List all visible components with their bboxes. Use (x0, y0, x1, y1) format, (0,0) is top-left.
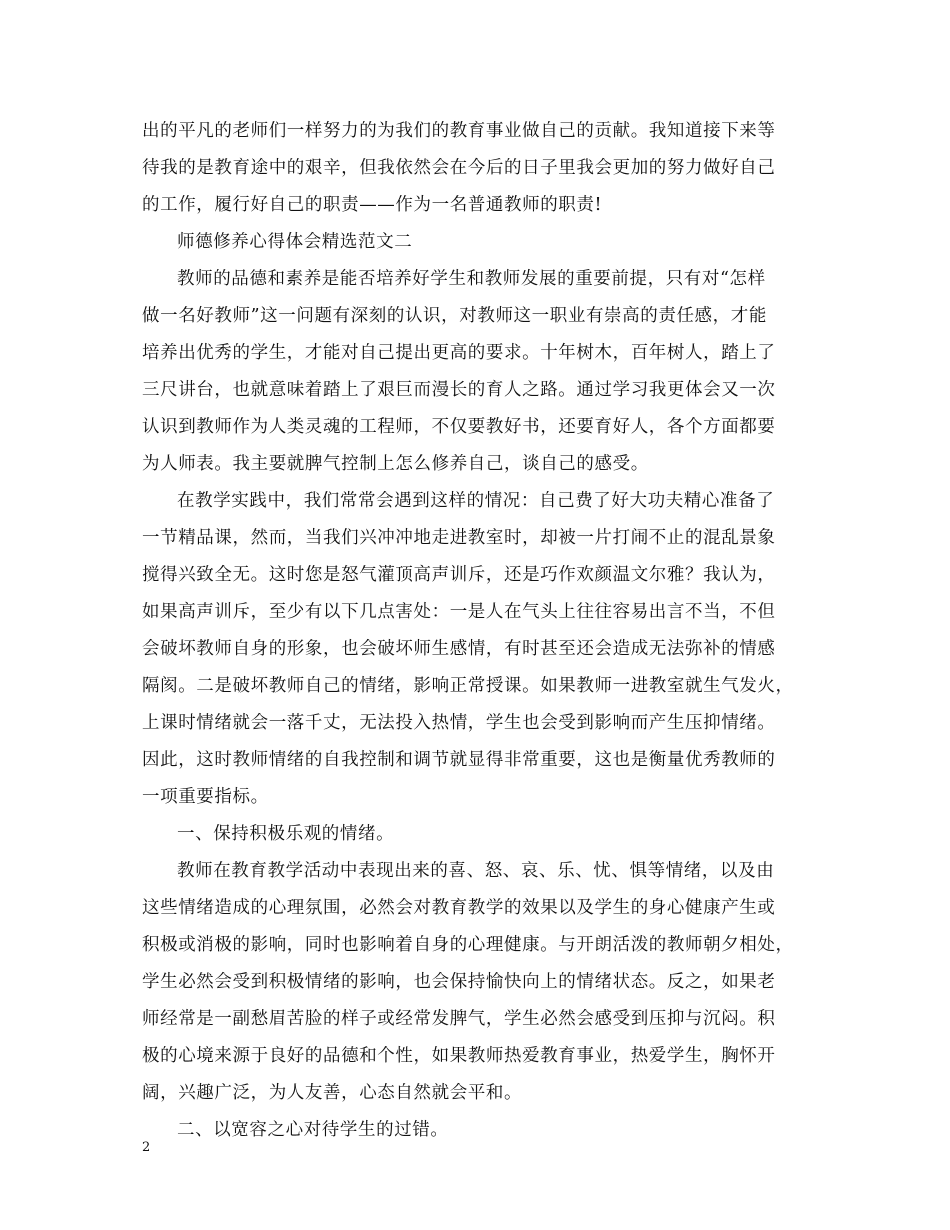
text-line: 隔阂。二是破坏教师自己的情绪，影响正常授课。如果教师一进教室就生气发火， (142, 676, 794, 696)
text-line: 的工作，履行好自己的职责——作为一名普通教师的职责! (142, 195, 603, 215)
page-number: 2 (142, 1140, 151, 1155)
text-line: 搅得兴致全无。这时您是怒气灌顶高声训斥，还是巧作欢颜温文尔雅？我认为， (142, 565, 776, 585)
text-line: 教师的品德和素养是能否培养好学生和教师发展的重要前提，只有对“怎样 (177, 269, 766, 289)
text-line: 师经常是一副愁眉苦脸的样子或经常发脾气，学生必然会感受到压抑与沉闷。积 (142, 1009, 776, 1029)
text-line: 做一名好教师”这一问题有深刻的认识，对教师这一职业有崇高的责任感，才能 (142, 306, 767, 326)
text-line: 待我的是教育途中的艰辛，但我依然会在今后的日子里我会更加的努力做好自己 (142, 158, 776, 178)
text-line: 积极或消极的影响，同时也影响着自身的心理健康。与开朗活泼的教师朝夕相处， (142, 935, 794, 955)
section-heading: 一、保持积极乐观的情绪。 (177, 824, 395, 844)
section-heading: 二、以宽容之心对待学生的过错。 (177, 1120, 449, 1140)
text-line: 培养出优秀的学生，才能对自己提出更高的要求。十年树木，百年树人，踏上了 (142, 343, 776, 363)
text-line: 因此，这时教师情绪的自我控制和调节就显得非常重要，这也是衡量优秀教师的 (142, 750, 776, 770)
text-line: 会破坏教师自身的形象，也会破坏师生感情，有时甚至还会造成无法弥补的情感 (142, 639, 776, 659)
text-line: 在教学实践中，我们常常会遇到这样的情况：自己费了好大功夫精心准备了 (177, 491, 775, 511)
text-line: 这些情绪造成的心理氛围，必然会对教育教学的效果以及学生的身心健康产生或 (142, 898, 776, 918)
text-line: 学生必然会受到积极情绪的影响，也会保持愉快向上的情绪状态。反之，如果老 (142, 972, 776, 992)
text-line: 上课时情绪就会一落千丈，无法投入热情，学生也会受到影响而产生压抑情绪。 (142, 713, 776, 733)
text-line: 认识到教师作为人类灵魂的工程师，不仅要教好书，还要育好人，各个方面都要 (142, 417, 776, 437)
text-line: 阔，兴趣广泛，为人友善，心态自然就会平和。 (142, 1083, 523, 1103)
section-heading: 师德修养心得体会精选范文二 (177, 232, 413, 252)
text-line: 极的心境来源于良好的品德和个性，如果教师热爱教育事业，热爱学生，胸怀开 (142, 1046, 776, 1066)
text-line: 出的平凡的老师们一样努力的为我们的教育事业做自己的贡献。我知道接下来等 (142, 121, 776, 141)
text-line: 一项重要指标。 (142, 787, 269, 807)
text-line: 三尺讲台，也就意味着踏上了艰巨而漫长的育人之路。通过学习我更体会又一次 (142, 380, 776, 400)
text-line: 如果高声训斥，至少有以下几点害处：一是人在气头上往往容易出言不当，不但 (142, 602, 776, 622)
text-line: 为人师表。我主要就脾气控制上怎么修养自己，谈自己的感受。 (142, 454, 649, 474)
text-line: 一节精品课，然而，当我们兴冲冲地走进教室时，却被一片打闹不止的混乱景象 (142, 528, 776, 548)
text-line: 教师在教育教学活动中表现出来的喜、怒、哀、乐、忧、惧等情绪，以及由 (177, 861, 775, 881)
